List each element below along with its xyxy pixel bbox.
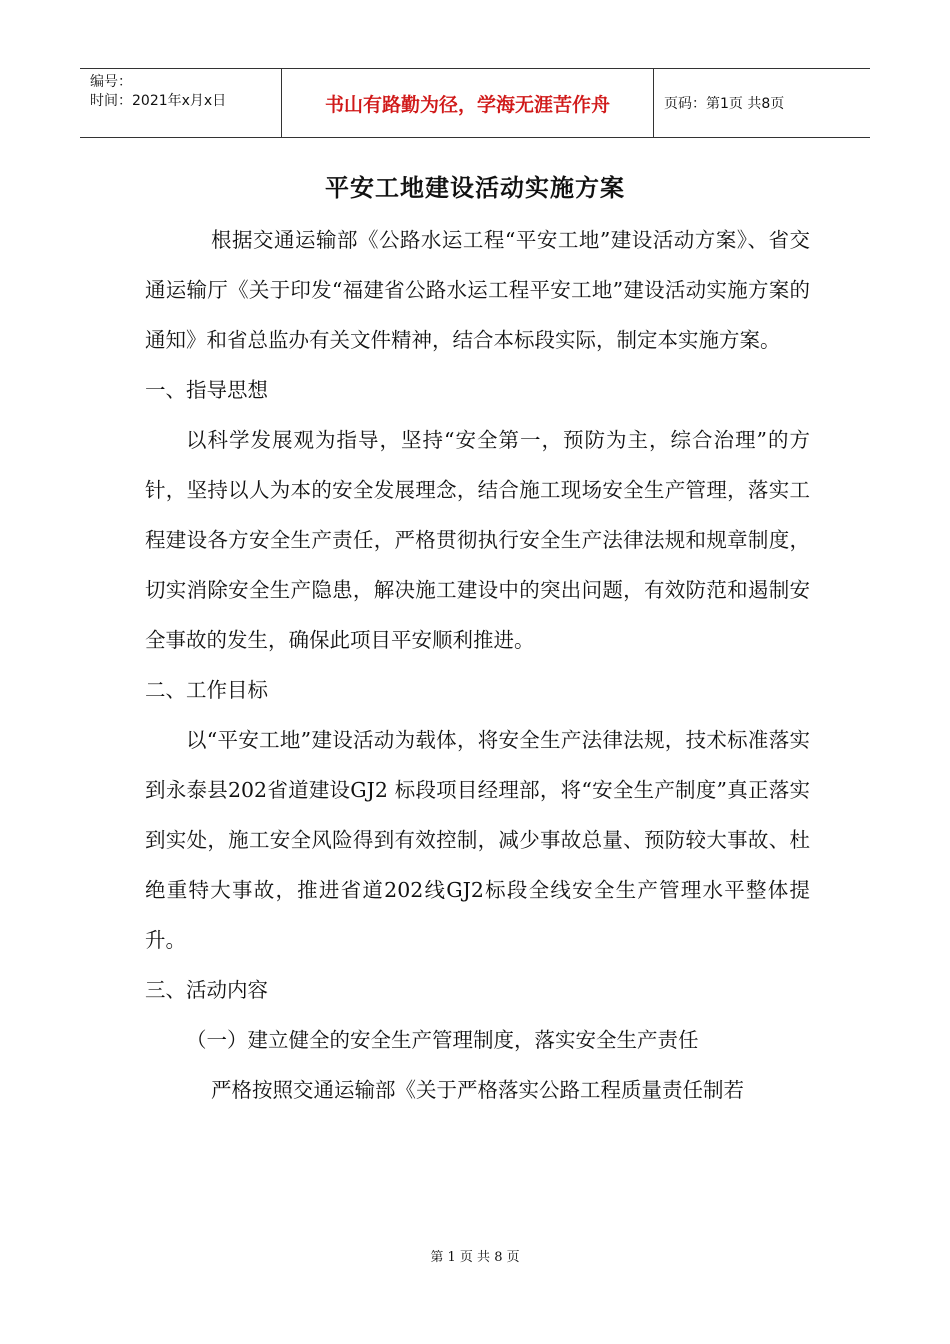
header-meta	[80, 69, 281, 137]
header-page-info: 页码：第1页 共8页	[664, 96, 785, 112]
page-header	[80, 68, 870, 138]
document-date: 时间：2021年x月x日	[90, 93, 227, 109]
document-body	[145, 215, 810, 1115]
section-heading-activity-content: 三、活动内容	[145, 978, 268, 1002]
safety-system-paragraph: 严格按照交通运输部《关于严格落实公路工程质量责任制若	[211, 1078, 744, 1102]
guiding-ideology-paragraph: 以科学发展观为指导，坚持“安全第一，预防为主，综合治理”的方针，坚持以人为本的安全发展理念，结合施工现场安全生产管理，落实工程建设各方安全生产责任，严格贯彻执行安全生产法律法规和规章制度，切实消除安全生产隐患，解决施工建设中的突出问题，有效防范和遏制安全事故的发生，确保此项目平安顺利推进。	[145, 428, 810, 652]
document-title: 平安工地建设活动实施方案	[325, 173, 625, 202]
subsection-heading-safety-system: （一）建立健全的安全生产管理制度，落实安全生产责任	[186, 1028, 699, 1052]
page-footer: 第 1 页 共 8 页	[430, 1250, 520, 1265]
section-heading-guiding-ideology: 一、指导思想	[145, 378, 268, 402]
section-heading-work-goals: 二、工作目标	[145, 678, 268, 702]
intro-paragraph: 根据交通运输部《公路水运工程“平安工地”建设活动方案》、省交通运输厅《关于印发“福建省公路水运工程平安工地”建设活动实施方案的通知》和省总监办有关文件精神，结合本标段实际，制定本实施方案。	[145, 228, 810, 352]
document-number-label: 编号：	[90, 74, 132, 90]
work-goals-paragraph: 以“平安工地”建设活动为载体，将安全生产法律法规，技术标准落实到永泰县202省道建设GJ2 标段项目经理部，将“安全生产制度”真正落实到实处，施工安全风险得到有效控制，减少事故总量、预防较大事故、杜绝重特大事故，推进省道202线GJ2标段全线安全生产管理水平整体提升。	[145, 728, 810, 952]
header-motto: 书山有路勤为径，学海无涯苦作舟	[281, 69, 654, 137]
